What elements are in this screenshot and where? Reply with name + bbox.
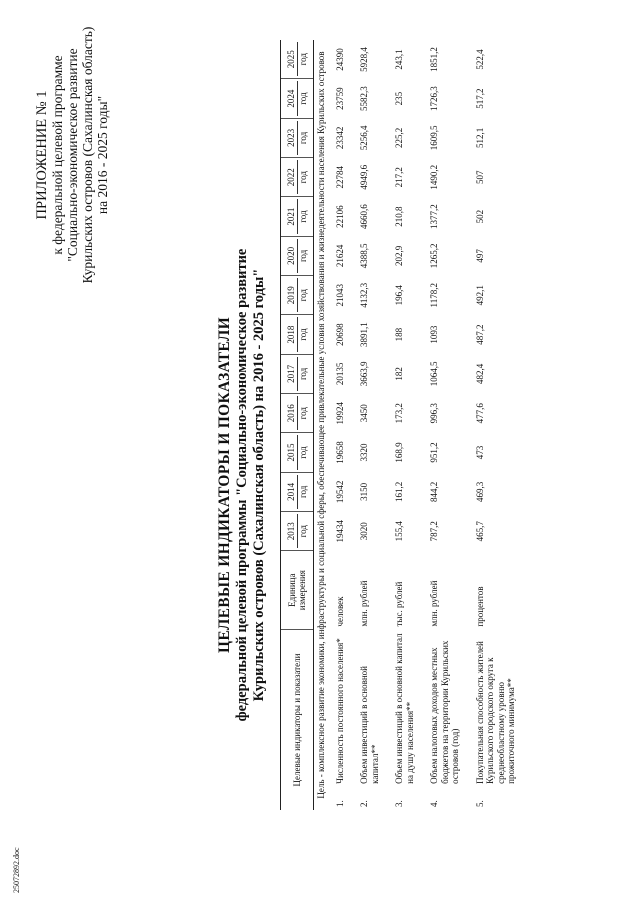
row-value: 4388,5 <box>359 243 369 269</box>
goal-text: Цель - комплексное развитие экономики, инфраструктуры и социальной сферы, обеспечивающее привлекательные условия хозяйствования и жизнедеятельности населения Курильских островов <box>316 51 326 799</box>
row-value: 210,8 <box>394 206 404 227</box>
title-line-3: Курильских островов (Сахалинская область) на 2016 - 2025 годы" <box>251 268 267 702</box>
row-value: 19542 <box>334 480 345 504</box>
row-indicator: Покупательная способность жителей Курильского городского округа к среднеобластному уровню прожиточного минимума** <box>474 641 516 784</box>
row-value: 1726,3 <box>429 86 439 111</box>
row-value: 20698 <box>334 323 345 346</box>
year-label: 2016 <box>286 396 298 430</box>
row-value: 4949,6 <box>359 164 369 190</box>
year-label: 2018 <box>286 317 298 351</box>
row-value: 19434 <box>334 519 345 543</box>
year-suffix: год <box>297 171 308 184</box>
row-value: 1851,2 <box>429 47 439 72</box>
row-value: 225,2 <box>394 127 404 149</box>
header-year <box>281 512 314 551</box>
row-value: 469,3 <box>474 481 485 502</box>
year-label: 2021 <box>286 199 298 233</box>
year-label: 2015 <box>286 435 298 469</box>
row-value: 3320 <box>359 443 369 462</box>
year-label: 2025 <box>286 42 298 76</box>
year-label: 2023 <box>286 121 298 155</box>
header-year <box>281 118 314 157</box>
row-value: 21043 <box>334 283 345 307</box>
year-suffix: год <box>297 289 308 302</box>
header-year <box>281 472 314 511</box>
row-value: 497 <box>474 249 485 263</box>
appendix-line: ПРИЛОЖЕНИЕ № 1 <box>34 90 50 220</box>
table-row <box>329 40 354 810</box>
row-value: 168,9 <box>394 442 404 463</box>
row-unit: млн. рублей <box>359 580 369 627</box>
row-value: 5928,4 <box>359 47 369 72</box>
year-label: 2013 <box>286 514 298 548</box>
row-value: 202,9 <box>394 245 404 267</box>
document-code: 25072892.doc <box>12 847 21 893</box>
row-value: 1178,2 <box>429 283 439 308</box>
year-suffix: год <box>297 131 308 145</box>
row-value: 5582,3 <box>359 86 369 111</box>
row-value: 473 <box>474 445 485 460</box>
table-header-row <box>281 40 314 810</box>
goal-row <box>314 40 329 810</box>
year-suffix: год <box>297 367 308 381</box>
row-number: 1. <box>334 800 345 807</box>
row-indicator: Численность постоянного населения* <box>334 638 345 784</box>
row-value: 1064,5 <box>429 361 439 387</box>
row-value: 522,4 <box>474 49 485 70</box>
row-value: 1609,5 <box>429 125 439 151</box>
year-suffix: год <box>297 210 308 223</box>
row-value: 1377,2 <box>429 204 439 229</box>
row-value: 3663,9 <box>359 361 369 387</box>
row-value: 3891,1 <box>359 322 369 347</box>
year-suffix: год <box>297 53 308 66</box>
row-unit: млн. рублей <box>429 580 439 627</box>
title-line-2: федеральной целевой программы "Социально-экономическое развитие <box>234 248 250 722</box>
year-suffix: год <box>297 249 308 263</box>
row-number: 4. <box>429 800 439 807</box>
appendix-line: Курильских островов (Сахалинская область) <box>80 26 95 284</box>
row-value: 787,2 <box>429 521 439 542</box>
row-value: 3450 <box>359 404 369 423</box>
row-value: 1490,2 <box>429 164 439 190</box>
appendix-line: "Социально-экономическое развитие <box>65 48 80 262</box>
year-suffix: год <box>297 328 308 341</box>
row-value: 507 <box>474 170 485 184</box>
row-value: 4132,3 <box>359 282 369 308</box>
row-value: 188 <box>394 327 404 342</box>
header-year <box>281 40 314 79</box>
row-value: 19924 <box>334 401 345 425</box>
row-value: 155,4 <box>394 521 404 542</box>
row-value: 22106 <box>334 205 345 228</box>
year-label: 2020 <box>286 239 298 273</box>
year-suffix: год <box>297 92 308 105</box>
row-value: 173,2 <box>394 403 404 424</box>
year-label: 2022 <box>286 160 298 194</box>
document-title <box>215 160 268 810</box>
row-value: 19658 <box>334 441 345 464</box>
header-year <box>281 158 314 197</box>
row-value: 3150 <box>359 482 369 501</box>
row-value: 20135 <box>334 362 345 386</box>
table-row <box>469 40 525 810</box>
row-value: 24390 <box>334 48 345 71</box>
table-row <box>388 40 423 810</box>
row-indicator: Объем инвестиций в основной капитал на душу населения** <box>394 633 415 784</box>
row-value: 951,2 <box>429 442 439 463</box>
header-year <box>281 315 314 354</box>
row-value: 196,4 <box>394 285 404 306</box>
header-year <box>281 433 314 472</box>
header-year <box>281 394 314 433</box>
row-value: 844,2 <box>429 481 439 502</box>
row-number: 2. <box>359 800 369 807</box>
row-value: 3020 <box>359 522 369 541</box>
row-value: 21624 <box>334 244 345 268</box>
table-row <box>353 40 388 810</box>
year-suffix: год <box>297 446 308 459</box>
row-value: 482,4 <box>474 363 485 385</box>
row-value: 996,3 <box>429 403 439 424</box>
row-number: 5. <box>474 800 485 807</box>
header-indicator: Целевые индикаторы и показатели <box>281 630 314 810</box>
appendix-line: к федеральной целевой программе <box>50 55 65 255</box>
header-unit: Единица измерения <box>281 551 314 630</box>
row-value: 502 <box>474 209 485 224</box>
row-unit: человек <box>334 596 345 627</box>
header-year <box>281 197 314 236</box>
row-value: 492,1 <box>474 285 485 306</box>
row-value: 1265,2 <box>429 243 439 269</box>
row-value: 512,1 <box>474 127 485 149</box>
header-year <box>281 79 314 118</box>
row-number: 3. <box>394 800 404 807</box>
table-row <box>423 40 469 810</box>
year-suffix: год <box>297 485 308 499</box>
row-value: 23759 <box>334 87 345 110</box>
year-label: 2019 <box>286 278 298 312</box>
row-value: 517,2 <box>474 88 485 109</box>
year-suffix: год <box>297 525 308 538</box>
row-value: 487,2 <box>474 324 485 345</box>
row-unit: процентов <box>474 586 485 627</box>
year-label: 2024 <box>286 81 298 115</box>
row-value: 217,2 <box>394 167 404 188</box>
year-suffix: год <box>297 407 308 420</box>
row-value: 182 <box>394 367 404 381</box>
row-value: 465,7 <box>474 521 485 542</box>
row-value: 235 <box>394 91 404 106</box>
header-year <box>281 236 314 275</box>
row-unit: тыс. рублей <box>394 581 404 627</box>
header-year <box>281 276 314 315</box>
row-value: 161,2 <box>394 481 404 502</box>
appendix-line: на 2016 - 2025 годы" <box>95 95 110 215</box>
row-indicator: Объем налоговых доходов местных бюджетов на территории Курильских островов (год) <box>429 640 460 784</box>
indicators-table <box>280 40 525 810</box>
header-year <box>281 354 314 393</box>
row-value: 243,1 <box>394 49 404 70</box>
row-indicator: Объем инвестиций в основной капитал** <box>359 666 380 784</box>
appendix-header <box>35 20 110 290</box>
year-label: 2014 <box>286 475 298 509</box>
row-value: 5256,4 <box>359 125 369 151</box>
row-value: 22784 <box>334 166 345 189</box>
row-value: 477,6 <box>474 403 485 424</box>
row-value: 23342 <box>334 126 345 150</box>
row-value: 4660,6 <box>359 204 369 229</box>
title-line-1: ЦЕЛЕВЫЕ ИНДИКАТОРЫ И ПОКАЗАТЕЛИ <box>216 317 233 653</box>
year-label: 2017 <box>286 357 298 391</box>
row-value: 1093 <box>429 325 439 344</box>
